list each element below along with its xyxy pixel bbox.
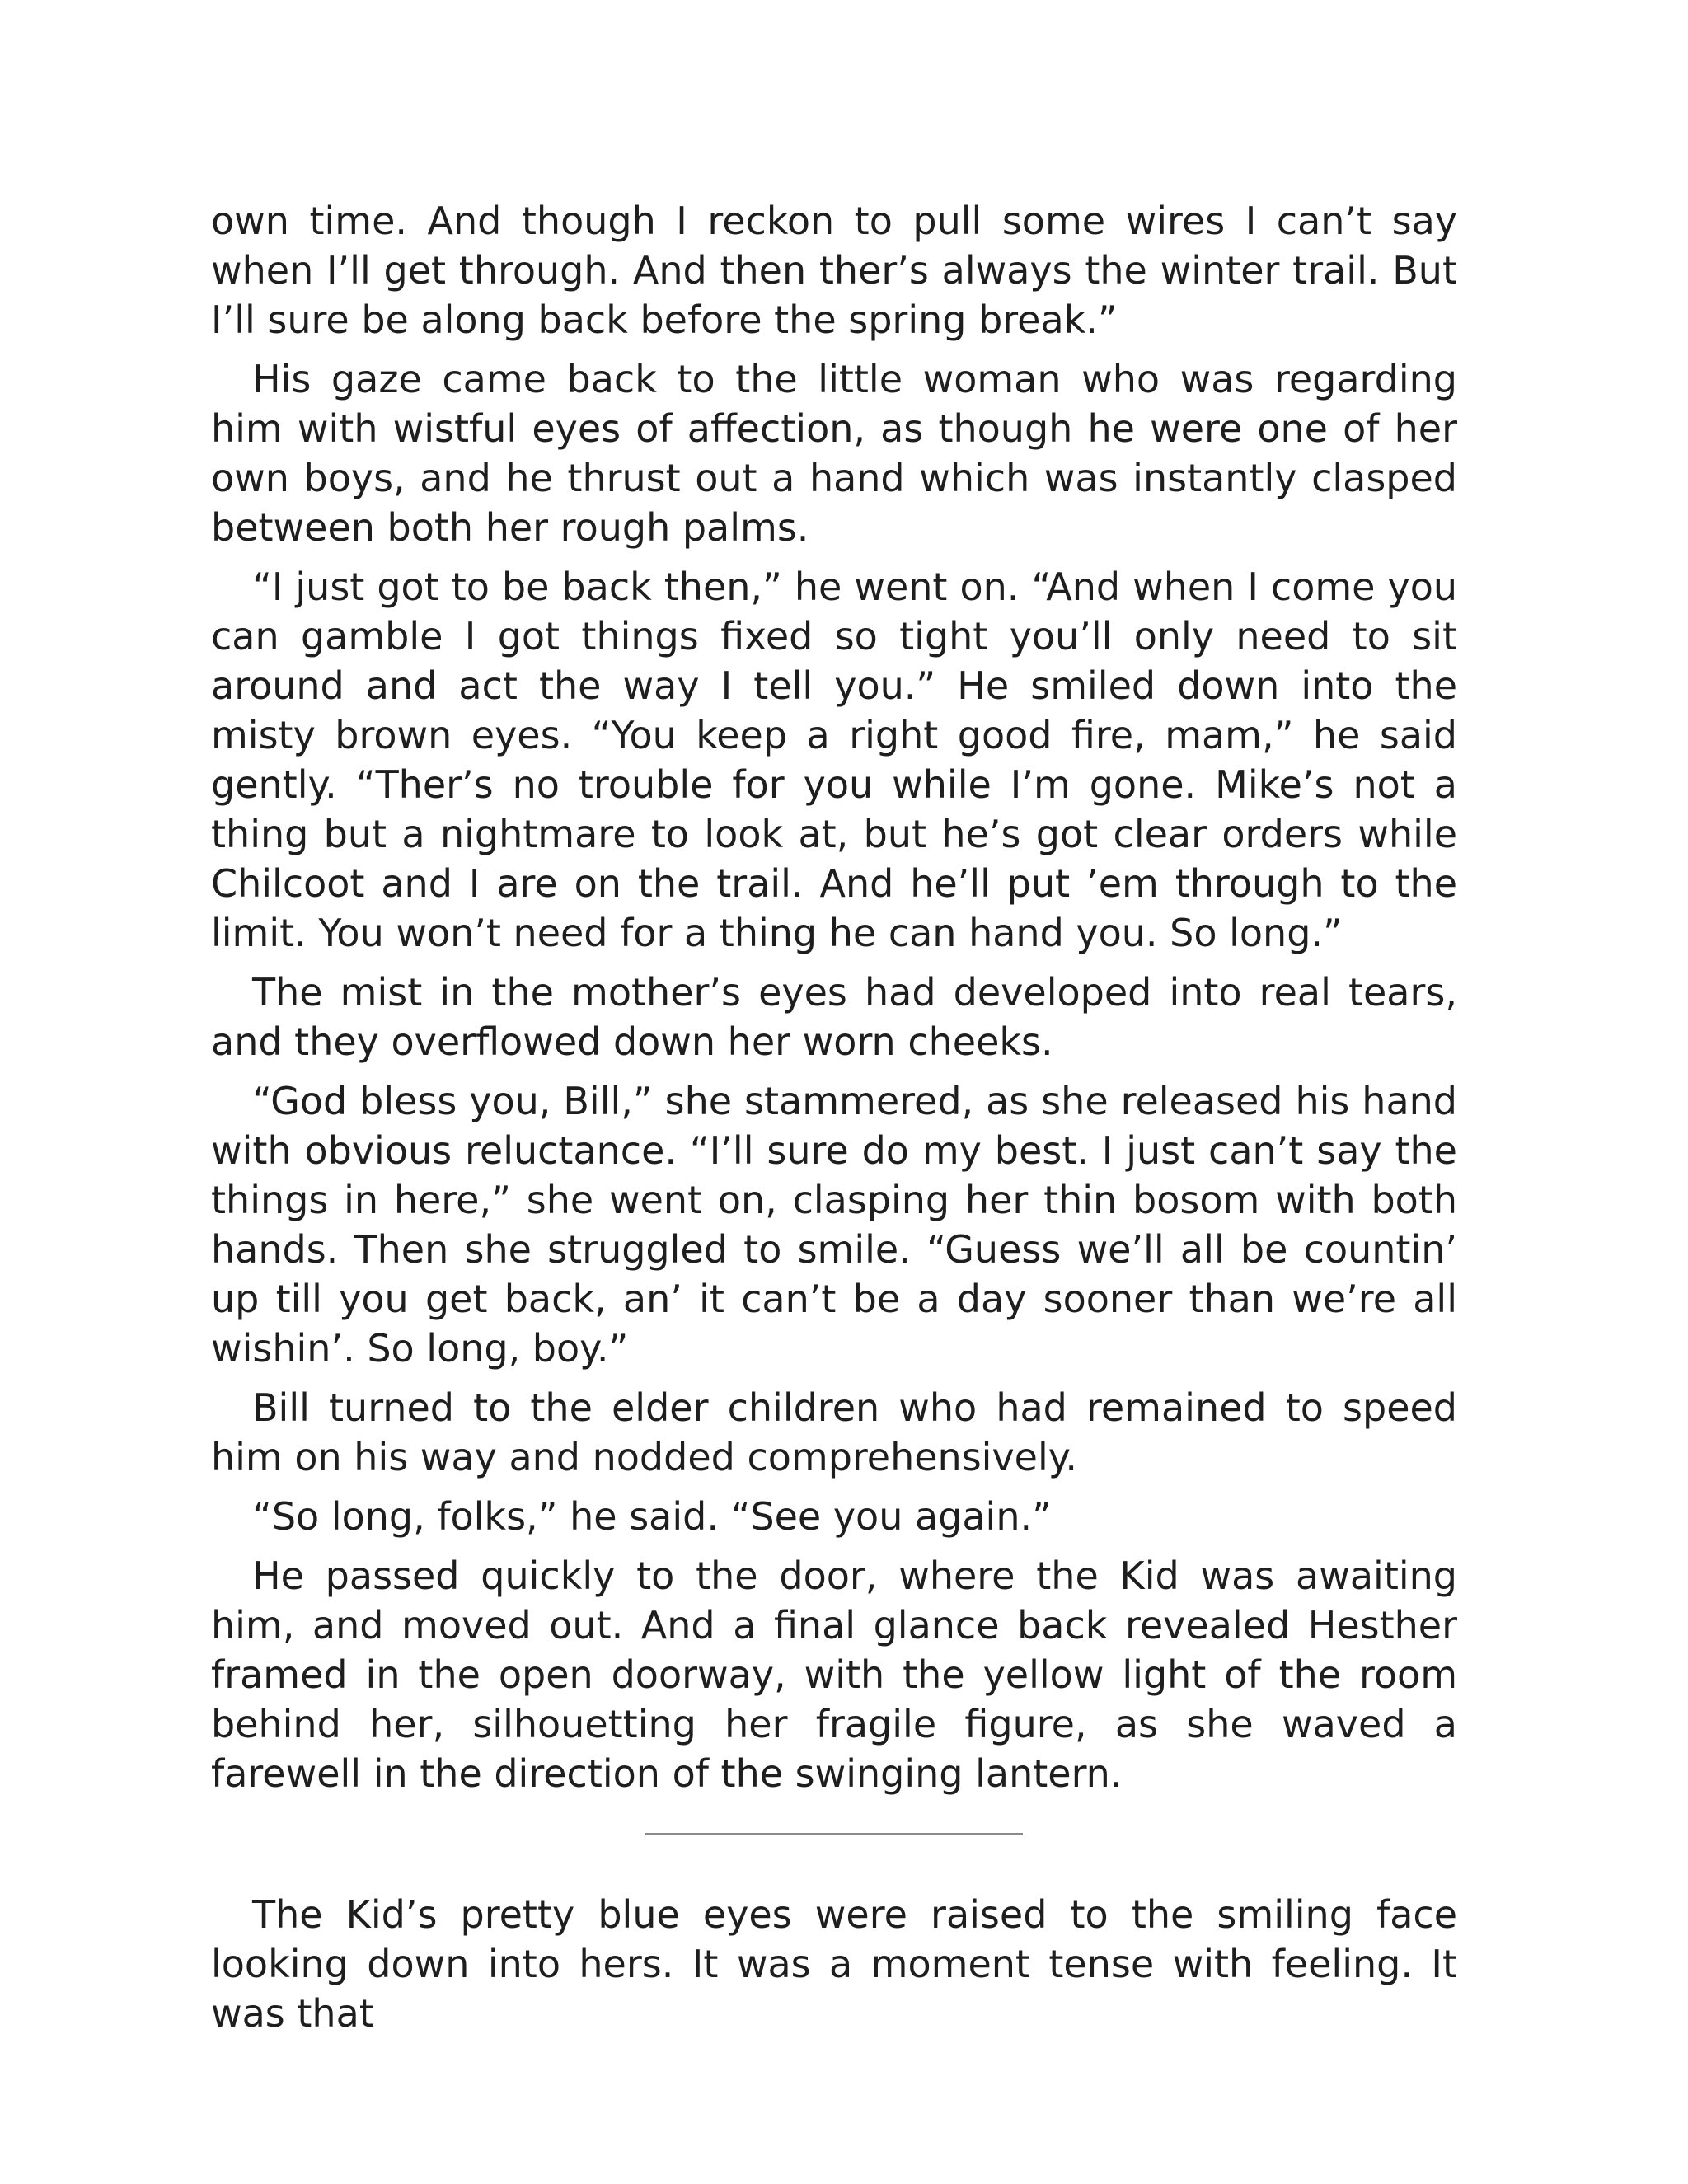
paragraph: Bill turned to the elder children who had remained to speed him on his way and nodded comprehensively. <box>211 1385 1457 1479</box>
section-break-divider <box>645 1833 1023 1835</box>
paragraph: The Kid’s pretty blue eyes were raised to the smiling face looking down into hers. It was a moment tense with feeling. It was that <box>211 1892 1457 2036</box>
paragraph: “So long, folks,” he said. “See you again.” <box>252 1494 1052 1539</box>
paragraph: His gaze came back to the little woman who was regarding him with wistful eyes of affection, as though he were one of her own boys, and he thrust out a hand which was instantly clasped between both her rough palms. <box>211 357 1457 550</box>
paragraph-continued: own time. And though I reckon to pull some wires I can’t say when I’ll get through. And then ther’s always the winter trail. But I’ll sure be along back before the spring break.” <box>211 199 1457 342</box>
paragraph: He passed quickly to the door, where the Kid was awaiting him, and moved out. And a final glance back revealed Hesther framed in the open doorway, with the yellow light of the room behind her, silhouetting her fragile figure, as she waved a farewell in the direction of the swinging lantern. <box>211 1554 1457 1796</box>
paragraph: “God bless you, Bill,” she stammered, as she released his hand with obvious reluctance. “I’ll sure do my best. I just can’t say the things in here,” she went on, clasping her thin bosom with both hands. Then she struggled to smile. “Guess we’ll all be countin’ up till you get back, an’ it can’t be a day sooner than we’re all wishin’. So long, boy.” <box>211 1079 1457 1371</box>
paragraph: “I just got to be back then,” he went on. “And when I come you can gamble I got things fixed so tight you’ll only need to sit around and act the way I tell you.” He smiled down into the misty brown eyes. “You keep a right good fire, mam,” he said gently. “Ther’s no trouble for you while I’m gone. Mike’s not a thing but a nightmare to look at, but he’s got clear orders while Chilcoot and I are on the trail. And he’ll put ’em through to the limit. You won’t need for a thing he can hand you. So long.” <box>211 565 1457 955</box>
book-page <box>211 196 1457 2048</box>
paragraph: The mist in the mother’s eyes had developed into real tears, and they overflowed down her worn cheeks. <box>211 970 1457 1064</box>
